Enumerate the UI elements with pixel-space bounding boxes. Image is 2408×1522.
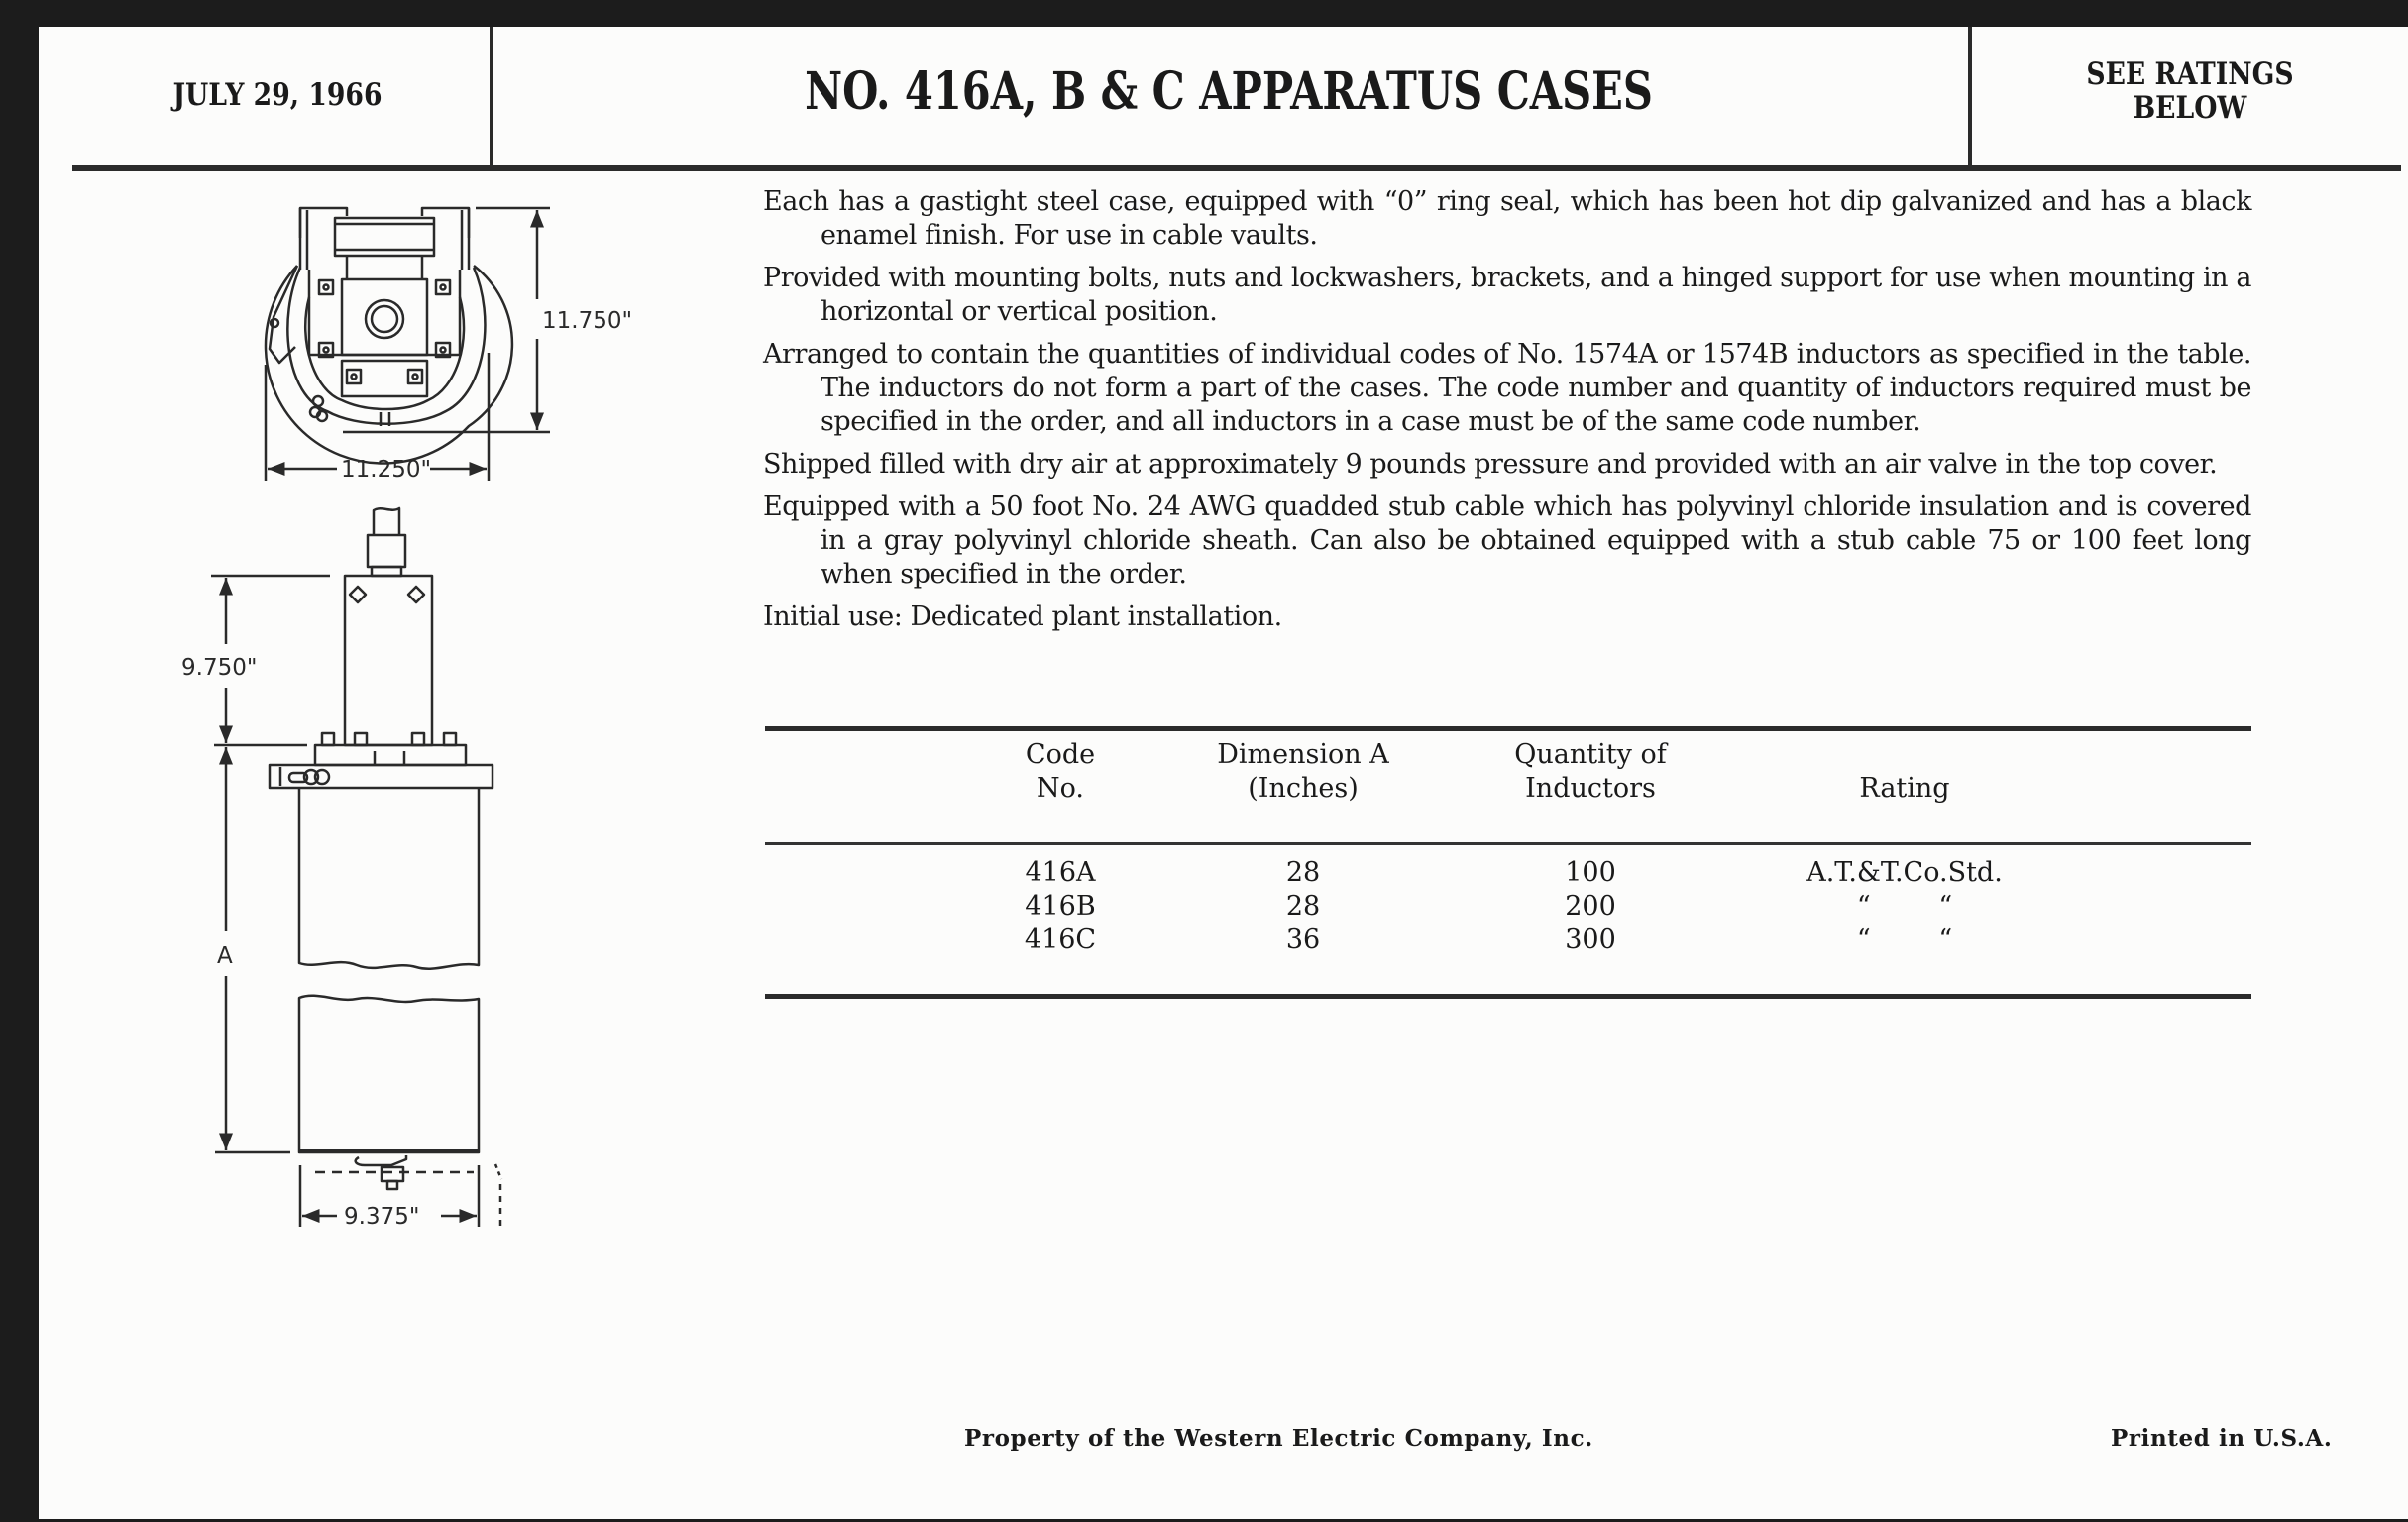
description-paragraph: Initial use: Dedicated plant installation. xyxy=(763,601,1282,632)
footer-printed-notice: Printed in U.S.A. xyxy=(2111,1425,2333,1452)
cell-rating: “ “ xyxy=(1856,924,1953,955)
column-header-code: Code No. xyxy=(1025,739,1096,804)
cell-rating: “ “ xyxy=(1856,891,1953,922)
table-top-rule xyxy=(765,726,2251,731)
ratings-note-line1: SEE RATINGS xyxy=(2086,56,2294,92)
cell-quantity: 200 xyxy=(1565,891,1616,922)
footer-property-notice: Property of the Western Electric Company, Inc. xyxy=(964,1425,1593,1452)
cell-dimension: 28 xyxy=(1285,857,1321,888)
table-header-rule xyxy=(765,842,2251,845)
side-view-drawing xyxy=(211,508,501,1229)
description xyxy=(763,185,2251,643)
column-header-dimension: Dimension A (Inches) xyxy=(1217,739,1389,804)
cell-quantity: 100 xyxy=(1565,857,1616,888)
column-header-quantity: Quantity of Inductors xyxy=(1514,739,1667,804)
side-view-top-height-label: 9.750" xyxy=(181,655,258,681)
top-view-height-label: 11.750" xyxy=(542,308,633,334)
table-bottom-rule xyxy=(765,994,2251,999)
top-view-drawing xyxy=(266,208,550,481)
top-view-width-label: 11.250" xyxy=(341,457,432,483)
description-paragraph: Equipped with a 50 foot No. 24 AWG quadded stub cable which has polyvinyl chloride insulation and is covered in a gray polyvinyl chloride sheath. Can also be obtained equipped with a stub cable 75 or 100 feet long when specified in the order. xyxy=(763,491,2251,590)
description-paragraph: Provided with mounting bolts, nuts and lockwashers, brackets, and a hinged support for use when mounting in a horizontal or vertical position. xyxy=(763,263,2251,327)
document-date: JULY 29, 1966 xyxy=(172,77,383,113)
cell-quantity: 300 xyxy=(1565,924,1616,955)
cell-code: 416B xyxy=(1025,891,1096,922)
cell-code: 416C xyxy=(1024,924,1097,955)
description-paragraph: Each has a gastight steel case, equipped with “0” ring seal, which has been hot dip galvanized and has a black enamel finish. For use in cable vaults. xyxy=(763,186,2251,251)
description-paragraph: Arranged to contain the quantities of individual codes of No. 1574A or 1574B inductors as specified in the table. The inductors do not form a part of the cases. The code number and quantity of inductors required must be specified in the order, and all inductors in a case must be of the same code number. xyxy=(763,339,2251,437)
ratings-note-line2: BELOW xyxy=(2133,90,2247,126)
side-view-dimension-a-label: A xyxy=(217,943,233,969)
cell-dimension: 36 xyxy=(1285,924,1321,955)
side-view-base-width-label: 9.375" xyxy=(344,1204,420,1230)
column-header-rating: Rating xyxy=(1859,773,1950,804)
cell-rating: A.T.&T.Co.Std. xyxy=(1806,857,2003,888)
page-title: NO. 416A, B & C APPARATUS CASES xyxy=(805,61,1653,122)
cell-code: 416A xyxy=(1025,857,1096,888)
cell-dimension: 28 xyxy=(1285,891,1321,922)
description-paragraph: Shipped filled with dry air at approximately 9 pounds pressure and provided with an air valve in the top cover. xyxy=(763,449,2218,480)
